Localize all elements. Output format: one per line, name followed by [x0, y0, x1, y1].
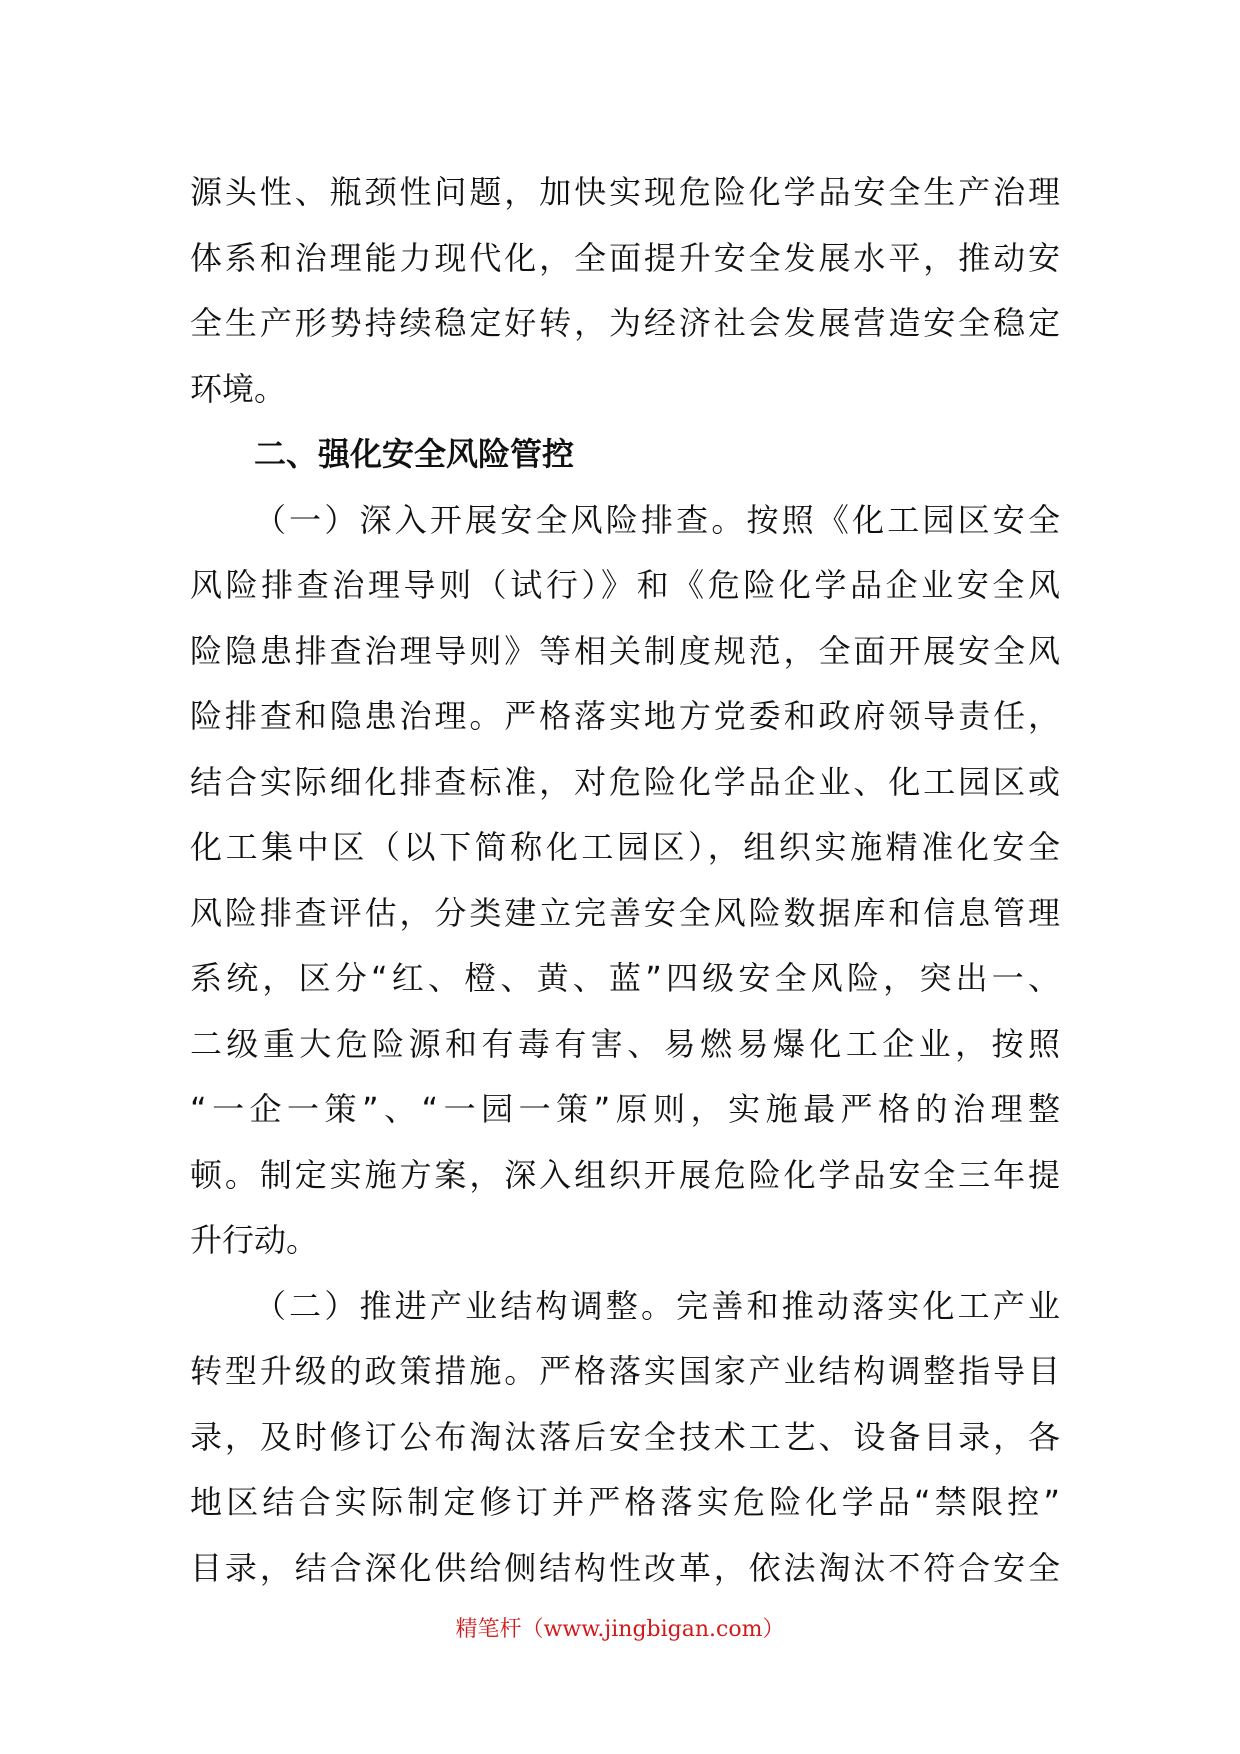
text-line: 转型升级的政策措施。严格落实国家产业结构调整指导目 [190, 1352, 1060, 1390]
text-line: 全生产形势持续稳定好转，为经济社会发展营造安全稳定 [190, 304, 1060, 342]
text-line: 风险排查评估，分类建立完善安全风险数据库和信息管理 [190, 893, 1060, 932]
text-line: 系统，区分“红、橙、黄、蓝”四级安全风险，突出一、 [190, 959, 1060, 997]
paragraph-start-line: （二）推进产业结构调整。完善和推动落实化工产业 [254, 1286, 1060, 1325]
text-line: 地区结合实际制定修订并严格落实危险化学品“禁限控” [190, 1483, 1060, 1521]
text-line: 风险排查治理导则（试行）》和《危险化学品企业安全风 [190, 566, 1060, 604]
text-line: 体系和治理能力现代化，全面提升安全发展水平，推动安 [190, 238, 1060, 277]
watermark-footer: 精笔杆（www.jingbigan.com） [455, 1617, 785, 1642]
text-line: 二级重大危险源和有毒有害、易燃易爆化工企业，按照 [190, 1024, 1060, 1063]
text-line: 目录，结合深化供给侧结构性改革，依法淘汰不符合安全 [190, 1548, 1060, 1587]
text-line: “一企一策”、“一园一策”原则，实施最严格的治理整 [190, 1090, 1060, 1128]
document-body [190, 160, 1060, 1601]
text-line: 险排查和隐患治理。严格落实地方党委和政府领导责任， [190, 697, 1060, 735]
text-line: 结合实际细化排查标准，对危险化学品企业、化工园区或 [190, 762, 1060, 801]
paragraph-start-line: （一）深入开展安全风险排查。按照《化工园区安全 [254, 500, 1060, 539]
text-line: 险隐患排查治理导则》等相关制度规范，全面开展安全风 [190, 631, 1060, 670]
text-line: 化工集中区（以下简称化工园区），组织实施精准化安全 [190, 828, 1060, 866]
text-line: 升行动。 [190, 1221, 319, 1259]
text-line: 顿。制定实施方案，深入组织开展危险化学品安全三年提 [190, 1155, 1060, 1194]
section-heading: 二、强化安全风险管控 [254, 435, 575, 473]
text-line: 录，及时修订公布淘汰落后安全技术工艺、设备目录，各 [190, 1417, 1060, 1456]
text-line: 源头性、瓶颈性问题，加快实现危险化学品安全生产治理 [190, 173, 1060, 211]
text-line: 环境。 [190, 369, 287, 408]
